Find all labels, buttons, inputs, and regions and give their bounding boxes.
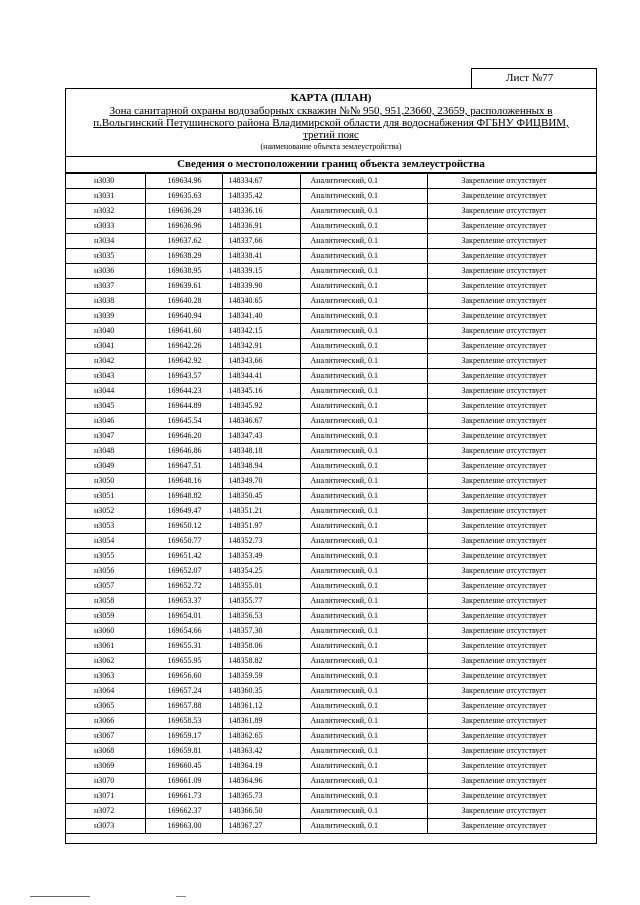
method-cell: Аналитический, 0.1 (300, 219, 427, 234)
y-coordinate-cell: 148348.18 (222, 444, 300, 459)
x-coordinate-cell: 169637.62 (145, 234, 222, 249)
method-cell: Аналитический, 0.1 (300, 519, 427, 534)
method-cell: Аналитический, 0.1 (300, 444, 427, 459)
fixation-cell: Закрепление отсутствует (427, 444, 596, 459)
object-description-line: Зона санитарной охраны водозаборных скважин №№ 950, 951,23660, 23659, расположенных в (109, 105, 553, 117)
y-coordinate-cell: 148336.91 (222, 219, 300, 234)
y-coordinate-cell: 148359.59 (222, 669, 300, 684)
x-coordinate-cell: 169646.20 (145, 429, 222, 444)
point-name-cell: н3071 (66, 789, 145, 804)
x-coordinate-cell: 169638.95 (145, 264, 222, 279)
method-cell: Аналитический, 0.1 (300, 309, 427, 324)
point-name-cell: н3067 (66, 729, 145, 744)
x-coordinate-cell: 169648.16 (145, 474, 222, 489)
point-name-cell: н3065 (66, 699, 145, 714)
fixation-cell: Закрепление отсутствует (427, 789, 596, 804)
x-coordinate-cell: 169648.82 (145, 489, 222, 504)
point-name-cell: н3054 (66, 534, 145, 549)
method-cell: Аналитический, 0.1 (300, 774, 427, 789)
point-name-cell: н3062 (66, 654, 145, 669)
point-name-cell: н3031 (66, 189, 145, 204)
y-coordinate-cell: 148345.16 (222, 384, 300, 399)
x-coordinate-cell: 169653.37 (145, 594, 222, 609)
table-row (66, 294, 596, 309)
table-row (66, 714, 596, 729)
y-coordinate-cell: 148340.65 (222, 294, 300, 309)
method-cell: Аналитический, 0.1 (300, 714, 427, 729)
point-name-cell: н3061 (66, 639, 145, 654)
y-coordinate-cell: 148346.67 (222, 414, 300, 429)
x-coordinate-cell: 169636.29 (145, 204, 222, 219)
fixation-cell: Закрепление отсутствует (427, 489, 596, 504)
method-cell: Аналитический, 0.1 (300, 429, 427, 444)
table-row (66, 189, 596, 204)
fixation-cell: Закрепление отсутствует (427, 504, 596, 519)
fixation-cell: Закрепление отсутствует (427, 594, 596, 609)
footer-mark (176, 896, 186, 897)
fixation-cell: Закрепление отсутствует (427, 609, 596, 624)
y-coordinate-cell: 148338.41 (222, 249, 300, 264)
x-coordinate-cell: 169636.96 (145, 219, 222, 234)
boundary-points-table (66, 173, 596, 834)
object-description-line: третий пояс (303, 129, 359, 141)
y-coordinate-cell: 148336.16 (222, 204, 300, 219)
y-coordinate-cell: 148350.45 (222, 489, 300, 504)
method-cell: Аналитический, 0.1 (300, 204, 427, 219)
section-title: Сведения о местоположении границ объекта землеустройства (66, 156, 596, 173)
x-coordinate-cell: 169651.42 (145, 549, 222, 564)
fixation-cell: Закрепление отсутствует (427, 384, 596, 399)
fixation-cell: Закрепление отсутствует (427, 174, 596, 189)
x-coordinate-cell: 169663.00 (145, 819, 222, 834)
method-cell: Аналитический, 0.1 (300, 369, 427, 384)
fixation-cell: Закрепление отсутствует (427, 774, 596, 789)
table-row (66, 339, 596, 354)
table-row (66, 459, 596, 474)
y-coordinate-cell: 148360.35 (222, 684, 300, 699)
y-coordinate-cell: 148366.50 (222, 804, 300, 819)
map-title: КАРТА (ПЛАН) (290, 92, 372, 104)
table-row (66, 504, 596, 519)
table-row (66, 804, 596, 819)
table-row (66, 549, 596, 564)
fixation-cell: Закрепление отсутствует (427, 804, 596, 819)
fixation-cell: Закрепление отсутствует (427, 699, 596, 714)
method-cell: Аналитический, 0.1 (300, 639, 427, 654)
point-name-cell: н3066 (66, 714, 145, 729)
method-cell: Аналитический, 0.1 (300, 264, 427, 279)
y-coordinate-cell: 148342.91 (222, 339, 300, 354)
point-name-cell: н3056 (66, 564, 145, 579)
point-name-cell: н3042 (66, 354, 145, 369)
x-coordinate-cell: 169640.28 (145, 294, 222, 309)
x-coordinate-cell: 169659.17 (145, 729, 222, 744)
y-coordinate-cell: 148358.82 (222, 654, 300, 669)
table-row (66, 669, 596, 684)
x-coordinate-cell: 169643.57 (145, 369, 222, 384)
boundary-points-table-body (66, 174, 596, 834)
y-coordinate-cell: 148358.06 (222, 639, 300, 654)
y-coordinate-cell: 148362.65 (222, 729, 300, 744)
x-coordinate-cell: 169657.24 (145, 684, 222, 699)
y-coordinate-cell: 148361.89 (222, 714, 300, 729)
x-coordinate-cell: 169657.88 (145, 699, 222, 714)
fixation-cell: Закрепление отсутствует (427, 279, 596, 294)
y-coordinate-cell: 148347.43 (222, 429, 300, 444)
x-coordinate-cell: 169647.51 (145, 459, 222, 474)
fixation-cell: Закрепление отсутствует (427, 339, 596, 354)
method-cell: Аналитический, 0.1 (300, 804, 427, 819)
table-row (66, 219, 596, 234)
fixation-cell: Закрепление отсутствует (427, 429, 596, 444)
table-row (66, 414, 596, 429)
table-row (66, 489, 596, 504)
method-cell: Аналитический, 0.1 (300, 819, 427, 834)
fixation-cell: Закрепление отсутствует (427, 534, 596, 549)
fixation-cell: Закрепление отсутствует (427, 309, 596, 324)
x-coordinate-cell: 169642.92 (145, 354, 222, 369)
table-row (66, 324, 596, 339)
table-row (66, 444, 596, 459)
y-coordinate-cell: 148354.25 (222, 564, 300, 579)
table-row (66, 759, 596, 774)
point-name-cell: н3040 (66, 324, 145, 339)
point-name-cell: н3068 (66, 744, 145, 759)
x-coordinate-cell: 169661.09 (145, 774, 222, 789)
table-row (66, 609, 596, 624)
fixation-cell: Закрепление отсутствует (427, 549, 596, 564)
point-name-cell: н3039 (66, 309, 145, 324)
point-name-cell: н3030 (66, 174, 145, 189)
y-coordinate-cell: 148339.90 (222, 279, 300, 294)
table-row (66, 594, 596, 609)
point-name-cell: н3047 (66, 429, 145, 444)
table-row (66, 519, 596, 534)
y-coordinate-cell: 148355.77 (222, 594, 300, 609)
fixation-cell: Закрепление отсутствует (427, 354, 596, 369)
y-coordinate-cell: 148351.21 (222, 504, 300, 519)
table-row (66, 204, 596, 219)
point-name-cell: н3043 (66, 369, 145, 384)
document-frame (65, 88, 597, 844)
sheet-number-label: Лист №77 (506, 72, 554, 84)
x-coordinate-cell: 169649.47 (145, 504, 222, 519)
method-cell: Аналитический, 0.1 (300, 174, 427, 189)
fixation-cell: Закрепление отсутствует (427, 729, 596, 744)
method-cell: Аналитический, 0.1 (300, 354, 427, 369)
footer-mark (30, 896, 90, 897)
point-name-cell: н3049 (66, 459, 145, 474)
sheet-number-box (471, 68, 597, 88)
point-name-cell: н3051 (66, 489, 145, 504)
fixation-cell: Закрепление отсутствует (427, 759, 596, 774)
x-coordinate-cell: 169640.94 (145, 309, 222, 324)
x-coordinate-cell: 169654.01 (145, 609, 222, 624)
x-coordinate-cell: 169661.73 (145, 789, 222, 804)
point-name-cell: н3055 (66, 549, 145, 564)
point-name-cell: н3057 (66, 579, 145, 594)
point-name-cell: н3036 (66, 264, 145, 279)
y-coordinate-cell: 148364.96 (222, 774, 300, 789)
y-coordinate-cell: 148334.67 (222, 174, 300, 189)
fixation-cell: Закрепление отсутствует (427, 654, 596, 669)
method-cell: Аналитический, 0.1 (300, 669, 427, 684)
table-row (66, 699, 596, 714)
y-coordinate-cell: 148351.97 (222, 519, 300, 534)
point-name-cell: н3069 (66, 759, 145, 774)
y-coordinate-cell: 148365.73 (222, 789, 300, 804)
method-cell: Аналитический, 0.1 (300, 549, 427, 564)
point-name-cell: н3050 (66, 474, 145, 489)
fixation-cell: Закрепление отсутствует (427, 414, 596, 429)
point-name-cell: н3046 (66, 414, 145, 429)
y-coordinate-cell: 148355.01 (222, 579, 300, 594)
document-header (66, 89, 596, 152)
fixation-cell: Закрепление отсутствует (427, 579, 596, 594)
table-row (66, 354, 596, 369)
fixation-cell: Закрепление отсутствует (427, 744, 596, 759)
table-row (66, 729, 596, 744)
table-row (66, 399, 596, 414)
x-coordinate-cell: 169654.66 (145, 624, 222, 639)
table-row (66, 654, 596, 669)
fixation-cell: Закрепление отсутствует (427, 189, 596, 204)
x-coordinate-cell: 169652.72 (145, 579, 222, 594)
point-name-cell: н3038 (66, 294, 145, 309)
method-cell: Аналитический, 0.1 (300, 684, 427, 699)
y-coordinate-cell: 148361.12 (222, 699, 300, 714)
x-coordinate-cell: 169639.61 (145, 279, 222, 294)
fixation-cell: Закрепление отсутствует (427, 519, 596, 534)
method-cell: Аналитический, 0.1 (300, 324, 427, 339)
y-coordinate-cell: 148363.42 (222, 744, 300, 759)
table-row (66, 384, 596, 399)
method-cell: Аналитический, 0.1 (300, 609, 427, 624)
table-row (66, 789, 596, 804)
table-row (66, 279, 596, 294)
table-row (66, 264, 596, 279)
x-coordinate-cell: 169641.60 (145, 324, 222, 339)
method-cell: Аналитический, 0.1 (300, 579, 427, 594)
point-name-cell: н3053 (66, 519, 145, 534)
table-row (66, 429, 596, 444)
method-cell: Аналитический, 0.1 (300, 339, 427, 354)
method-cell: Аналитический, 0.1 (300, 534, 427, 549)
method-cell: Аналитический, 0.1 (300, 399, 427, 414)
y-coordinate-cell: 148348.94 (222, 459, 300, 474)
y-coordinate-cell: 148342.15 (222, 324, 300, 339)
x-coordinate-cell: 169656.60 (145, 669, 222, 684)
y-coordinate-cell: 148356.53 (222, 609, 300, 624)
fixation-cell: Закрепление отсутствует (427, 399, 596, 414)
object-description-note: (наименование объекта землеустройства) (260, 142, 402, 151)
x-coordinate-cell: 169652.07 (145, 564, 222, 579)
x-coordinate-cell: 169644.89 (145, 399, 222, 414)
point-name-cell: н3072 (66, 804, 145, 819)
x-coordinate-cell: 169655.31 (145, 639, 222, 654)
point-name-cell: н3070 (66, 774, 145, 789)
fixation-cell: Закрепление отсутствует (427, 294, 596, 309)
method-cell: Аналитический, 0.1 (300, 729, 427, 744)
y-coordinate-cell: 148343.66 (222, 354, 300, 369)
method-cell: Аналитический, 0.1 (300, 699, 427, 714)
point-name-cell: н3052 (66, 504, 145, 519)
object-description-line: п.Вольгинский Петушинского района Владимирской области для водоснабжения ФГБНУ ФИЦВИМ, (93, 117, 569, 129)
table-row (66, 369, 596, 384)
method-cell: Аналитический, 0.1 (300, 759, 427, 774)
point-name-cell: н3044 (66, 384, 145, 399)
table-row (66, 819, 596, 834)
y-coordinate-cell: 148337.66 (222, 234, 300, 249)
table-row (66, 309, 596, 324)
fixation-cell: Закрепление отсутствует (427, 369, 596, 384)
x-coordinate-cell: 169646.86 (145, 444, 222, 459)
fixation-cell: Закрепление отсутствует (427, 219, 596, 234)
point-name-cell: н3037 (66, 279, 145, 294)
table-row (66, 639, 596, 654)
fixation-cell: Закрепление отсутствует (427, 684, 596, 699)
x-coordinate-cell: 169659.81 (145, 744, 222, 759)
point-name-cell: н3032 (66, 204, 145, 219)
fixation-cell: Закрепление отсутствует (427, 324, 596, 339)
point-name-cell: н3045 (66, 399, 145, 414)
method-cell: Аналитический, 0.1 (300, 459, 427, 474)
y-coordinate-cell: 148349.70 (222, 474, 300, 489)
fixation-cell: Закрепление отсутствует (427, 249, 596, 264)
method-cell: Аналитический, 0.1 (300, 249, 427, 264)
table-row (66, 684, 596, 699)
y-coordinate-cell: 148339.15 (222, 264, 300, 279)
method-cell: Аналитический, 0.1 (300, 504, 427, 519)
fixation-cell: Закрепление отсутствует (427, 714, 596, 729)
x-coordinate-cell: 169642.26 (145, 339, 222, 354)
table-row (66, 474, 596, 489)
fixation-cell: Закрепление отсутствует (427, 204, 596, 219)
table-row (66, 579, 596, 594)
fixation-cell: Закрепление отсутствует (427, 264, 596, 279)
method-cell: Аналитический, 0.1 (300, 279, 427, 294)
x-coordinate-cell: 169645.54 (145, 414, 222, 429)
fixation-cell: Закрепление отсутствует (427, 564, 596, 579)
y-coordinate-cell: 148341.40 (222, 309, 300, 324)
method-cell: Аналитический, 0.1 (300, 564, 427, 579)
point-name-cell: н3060 (66, 624, 145, 639)
method-cell: Аналитический, 0.1 (300, 474, 427, 489)
method-cell: Аналитический, 0.1 (300, 624, 427, 639)
fixation-cell: Закрепление отсутствует (427, 639, 596, 654)
method-cell: Аналитический, 0.1 (300, 654, 427, 669)
x-coordinate-cell: 169634.96 (145, 174, 222, 189)
method-cell: Аналитический, 0.1 (300, 594, 427, 609)
fixation-cell: Закрепление отсутствует (427, 459, 596, 474)
x-coordinate-cell: 169650.12 (145, 519, 222, 534)
x-coordinate-cell: 169635.63 (145, 189, 222, 204)
fixation-cell: Закрепление отсутствует (427, 669, 596, 684)
point-name-cell: н3033 (66, 219, 145, 234)
table-row (66, 744, 596, 759)
fixation-cell: Закрепление отсутствует (427, 474, 596, 489)
x-coordinate-cell: 169660.45 (145, 759, 222, 774)
y-coordinate-cell: 148364.19 (222, 759, 300, 774)
y-coordinate-cell: 148367.27 (222, 819, 300, 834)
table-row (66, 534, 596, 549)
point-name-cell: н3063 (66, 669, 145, 684)
method-cell: Аналитический, 0.1 (300, 294, 427, 309)
method-cell: Аналитический, 0.1 (300, 744, 427, 759)
x-coordinate-cell: 169662.37 (145, 804, 222, 819)
method-cell: Аналитический, 0.1 (300, 234, 427, 249)
y-coordinate-cell: 148344.41 (222, 369, 300, 384)
table-row (66, 174, 596, 189)
x-coordinate-cell: 169655.95 (145, 654, 222, 669)
table-row (66, 234, 596, 249)
point-name-cell: н3073 (66, 819, 145, 834)
point-name-cell: н3064 (66, 684, 145, 699)
y-coordinate-cell: 148345.92 (222, 399, 300, 414)
fixation-cell: Закрепление отсутствует (427, 819, 596, 834)
point-name-cell: н3059 (66, 609, 145, 624)
x-coordinate-cell: 169644.23 (145, 384, 222, 399)
method-cell: Аналитический, 0.1 (300, 489, 427, 504)
method-cell: Аналитический, 0.1 (300, 384, 427, 399)
x-coordinate-cell: 169650.77 (145, 534, 222, 549)
x-coordinate-cell: 169638.29 (145, 249, 222, 264)
fixation-cell: Закрепление отсутствует (427, 624, 596, 639)
y-coordinate-cell: 148335.42 (222, 189, 300, 204)
y-coordinate-cell: 148357.30 (222, 624, 300, 639)
method-cell: Аналитический, 0.1 (300, 414, 427, 429)
point-name-cell: н3058 (66, 594, 145, 609)
y-coordinate-cell: 148353.49 (222, 549, 300, 564)
table-row (66, 774, 596, 789)
point-name-cell: н3035 (66, 249, 145, 264)
y-coordinate-cell: 148352.73 (222, 534, 300, 549)
table-row (66, 564, 596, 579)
point-name-cell: н3034 (66, 234, 145, 249)
x-coordinate-cell: 169658.53 (145, 714, 222, 729)
method-cell: Аналитический, 0.1 (300, 189, 427, 204)
point-name-cell: н3048 (66, 444, 145, 459)
table-row (66, 249, 596, 264)
point-name-cell: н3041 (66, 339, 145, 354)
fixation-cell: Закрепление отсутствует (427, 234, 596, 249)
method-cell: Аналитический, 0.1 (300, 789, 427, 804)
table-row (66, 624, 596, 639)
object-description (66, 105, 596, 141)
